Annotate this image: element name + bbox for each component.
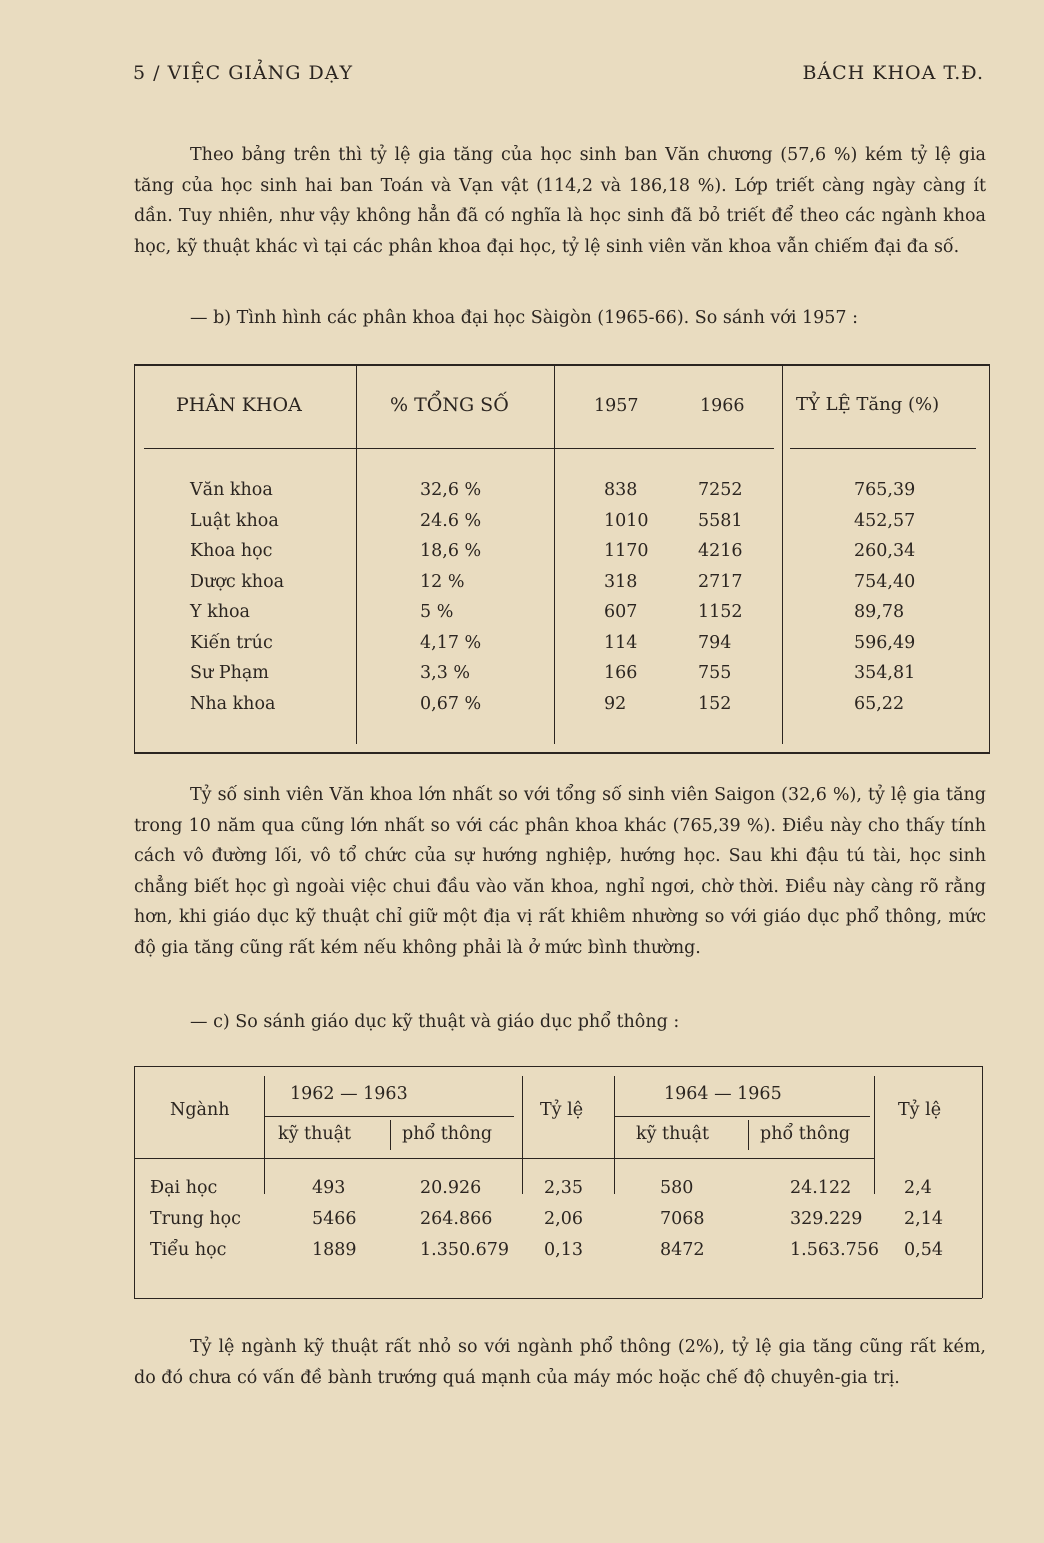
table2-cell: 2,14 [904, 1209, 943, 1229]
table1-cell: Dược khoa [190, 571, 285, 592]
table1-cell: 18,6 % [420, 541, 482, 561]
table1-cell: 596,49 [854, 632, 916, 653]
table1-cell: Nha khoa [190, 693, 276, 714]
col-header-year2: 1964 — 1965 [664, 1084, 782, 1104]
paragraph-3: Tỷ lệ ngành kỹ thuật rất nhỏ so với ngành phổ thông (2%), tỷ lệ gia tăng cũng rất kém, do đó chưa có vấn đề bành trướng quá mạnh của máy móc hoặc chế độ chuyên-gia trị. [134, 1337, 986, 1388]
table1-cell: 354,81 [854, 663, 916, 683]
table2-cell: Trung học [150, 1209, 241, 1229]
table1-cell: 260,34 [854, 541, 916, 561]
journal-title: BÁCH KHOA T.Đ. [802, 62, 984, 84]
subheading-c: — c) So sánh giáo dục kỹ thuật và giáo dục phổ thông : [190, 1012, 680, 1032]
table1-cell: 452,57 [854, 510, 916, 531]
table2-cell: 24.122 [790, 1178, 852, 1198]
table2-cell: 2,4 [904, 1178, 932, 1198]
col-header-year1: 1962 — 1963 [290, 1084, 408, 1104]
table1-cell: 3,3 % [420, 663, 471, 683]
table1-cell: 318 [604, 571, 638, 592]
table2-cell: 329.229 [790, 1209, 863, 1229]
col-header-tyle2: Tỷ lệ [898, 1100, 942, 1120]
table1-cell: 1170 [604, 541, 649, 561]
col-header-nganh: Ngành [170, 1100, 230, 1120]
col-header-tyle1: Tỷ lệ [540, 1100, 584, 1120]
col-header-growth: TỶ LỆ Tăng (%) [796, 394, 940, 415]
table1-cell: Văn khoa [190, 480, 273, 500]
table1-cell: 166 [604, 663, 638, 683]
table1-cell: 114 [604, 632, 638, 653]
table1-cell: 24.6 % [420, 510, 482, 531]
table1-cell: 0,67 % [420, 693, 482, 714]
table1-cell: 794 [698, 632, 732, 653]
table1-cell: 32,6 % [420, 480, 482, 500]
table2-cell: 1.563.756 [790, 1240, 880, 1260]
table1-cell: Luật khoa [190, 510, 279, 531]
table1-cell: 152 [698, 693, 732, 714]
table2-cell: 20.926 [420, 1178, 482, 1198]
table1-cell: Y khoa [190, 602, 250, 622]
table2-cell: 580 [660, 1178, 694, 1198]
table2-cell: 1889 [312, 1240, 357, 1260]
col-header-pt1: phổ thông [402, 1124, 493, 1144]
table1-cell: 765,39 [854, 480, 916, 500]
col-header-kt1: kỹ thuật [278, 1124, 352, 1144]
table1-cell: 5 % [420, 602, 454, 622]
table2-cell: 264.866 [420, 1209, 493, 1229]
table2-cell: 5466 [312, 1209, 357, 1229]
table2-cell: 7068 [660, 1209, 705, 1229]
table1-cell: 7252 [698, 480, 743, 500]
col-header-faculty: PHÂN KHOA [176, 394, 302, 416]
table1-cell: 755 [698, 663, 732, 683]
table1-cell: 5581 [698, 510, 743, 531]
table1-cell: Sư Phạm [190, 663, 269, 683]
table1-cell: 65,22 [854, 693, 905, 714]
table1-cell: 4,17 % [420, 632, 482, 653]
table1-cell: 89,78 [854, 602, 905, 622]
table2-cell: 0,13 [544, 1240, 583, 1260]
col-header-percent: % TỔNG SỐ [390, 394, 509, 416]
table1-cell: 92 [604, 693, 627, 714]
page-marker: 5 / VIỆC GIẢNG DẠY [133, 62, 353, 84]
col-header-1957: 1957 [594, 396, 639, 416]
table1-cell: 607 [604, 602, 638, 622]
paragraph-2: Tỷ số sinh viên Văn khoa lớn nhất so với tổng số sinh viên Saigon (32,6 %), tỷ lệ gia tăng trong 10 năm qua cũng lớn nhất so với các phân khoa khác (765,39 %). Điều này cho thấy tính cách vô đường lối, vô tổ chức của sự hướng nghiệp, hướng học. Sau khi đậu tú tài, học sinh chẳng biết học gì ngoài việc chui đầu vào văn khoa, nghỉ ngơi, chờ thời. Điều này càng rõ rằng hơn, khi giáo dục kỹ thuật chỉ giữ một địa vị rất khiêm nhường so với giáo dục phổ thông, mức độ gia tăng cũng rất kém nếu không phải là ở mức bình thường. [134, 785, 986, 958]
table1-cell: 12 % [420, 571, 465, 592]
technical-vs-general-table [134, 1066, 982, 1306]
subheading-b: — b) Tình hình các phân khoa đại học Sàigòn (1965-66). So sánh với 1957 : [190, 308, 858, 328]
table1-cell: 1010 [604, 510, 649, 531]
table1-cell: 1152 [698, 602, 743, 622]
table2-cell: 8472 [660, 1240, 705, 1260]
col-header-pt2: phổ thông [760, 1124, 851, 1144]
table2-cell: 1.350.679 [420, 1240, 510, 1260]
table1-cell: 4216 [698, 541, 743, 561]
table1-cell: 2717 [698, 571, 743, 592]
table2-cell: 0,54 [904, 1240, 943, 1260]
col-header-1966: 1966 [700, 396, 745, 416]
page-header [133, 62, 984, 92]
table2-cell: 493 [312, 1178, 346, 1198]
table2-cell: Đại học [150, 1178, 218, 1198]
paragraph-1: Theo bảng trên thì tỷ lệ gia tăng của học sinh ban Văn chương (57,6 %) kém tỷ lệ gia tăng của học sinh hai ban Toán và Vạn vật (114,2 và 186,18 %). Lớp triết càng ngày càng ít dần. Tuy nhiên, như vậy không hẳn đã có nghĩa là học sinh đã bỏ triết để theo các ngành khoa học, kỹ thuật khác vì tại các phân khoa đại học, tỷ lệ sinh viên văn khoa vẫn chiếm đại đa số. [134, 145, 986, 257]
col-header-kt2: kỹ thuật [636, 1124, 710, 1144]
faculty-table [134, 364, 990, 754]
table1-cell: Khoa học [190, 541, 273, 561]
table1-cell: 838 [604, 480, 638, 500]
table2-cell: Tiểu học [150, 1240, 227, 1260]
table1-cell: Kiến trúc [190, 632, 273, 653]
table2-cell: 2,35 [544, 1178, 583, 1198]
table2-cell: 2,06 [544, 1209, 583, 1229]
table1-cell: 754,40 [854, 571, 916, 592]
